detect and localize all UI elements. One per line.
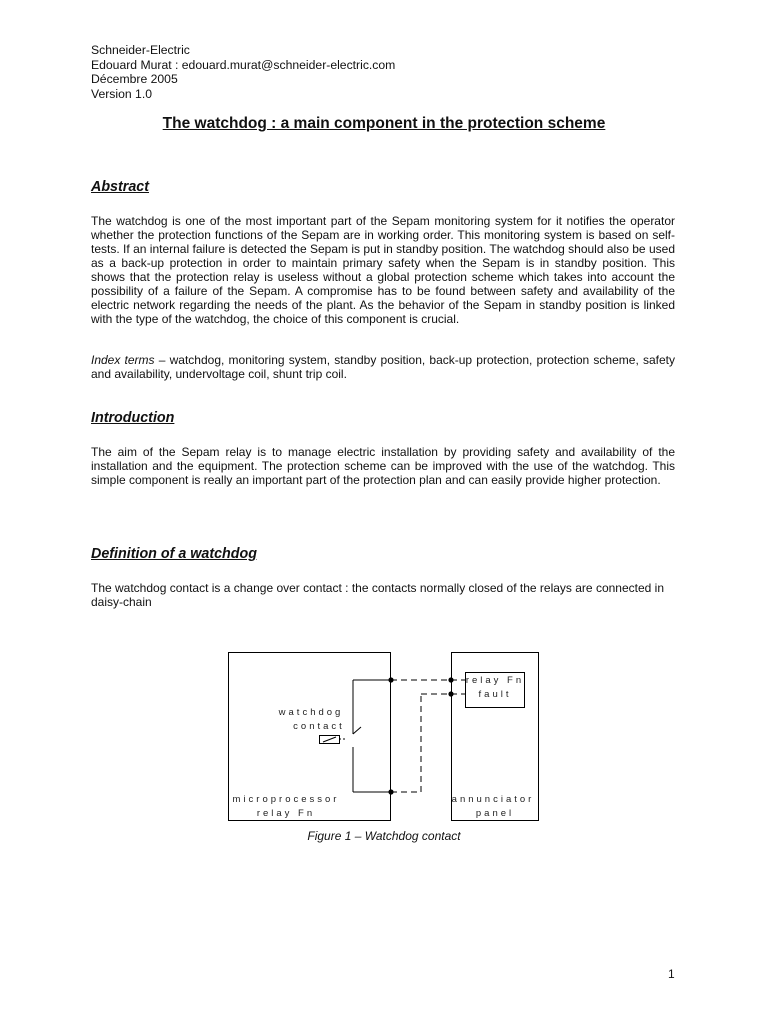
definition-paragraph: The watchdog contact is a change over contact : the contacts normally closed of the relays are connected in daisy-chain <box>91 581 664 609</box>
microprocessor-label-line2: relay Fn <box>256 808 316 819</box>
watchdog-diagram <box>228 652 542 824</box>
watchdog-label-line1: watchdog <box>278 707 344 718</box>
relay-fault-label-line1: relay Fn <box>465 675 525 686</box>
definition-heading: Definition of a watchdog <box>91 546 257 562</box>
date-line: Décembre 2005 <box>91 72 178 86</box>
watchdog-figure <box>228 652 542 827</box>
introduction-paragraph: The aim of the Sepam relay is to manage electric installation by providing safety and availability of the installation and the equipment. The protection scheme can be improved with the use of the watchdog. This simple component is really an important part of the protection plan and can easily provide higher protection. <box>91 445 675 487</box>
company-name: Schneider-Electric <box>91 43 190 57</box>
microprocessor-label-line1: microprocessor <box>232 794 340 805</box>
relay-fault-label-line2: fault <box>478 689 512 700</box>
annunciator-label-line2: panel <box>475 808 515 819</box>
watchdog-label-line2: contact <box>293 721 345 732</box>
page-number: 1 <box>668 967 675 981</box>
version-line: Version 1.0 <box>91 86 152 101</box>
document-title: The watchdog : a main component in the protection scheme <box>162 115 606 132</box>
document-header <box>91 43 395 101</box>
switch-blade <box>353 727 361 734</box>
author-line: Edouard Murat : edouard.murat@schneider-electric.com <box>91 57 396 72</box>
abstract-heading: Abstract <box>91 179 149 195</box>
introduction-heading: Introduction <box>91 410 175 426</box>
abstract-paragraph: The watchdog is one of the most important part of the Sepam monitoring system for it notifies the operator whether the protection functions of the Sepam are in working order. This monitoring system is based on self-tests. If an internal failure is detected the Sepam is put in standby position. The watchdog should also be used as a back-up protection in order to maintain primary safety when the Sepam is in standby position. This shows that the protection relay is useless without a global protection scheme which takes into account the possibility of a failure of the Sepam. A compromise has to be found between safety and availability of the electric network regarding the needs of the plant. As the behavior of the Sepam in standby position is linked with the type of the watchdog, the choice of this component is crucial. <box>91 214 675 326</box>
figure-caption: Figure 1 – Watchdog contact <box>307 829 461 843</box>
annunciator-label-line1: annunciator <box>451 794 535 805</box>
index-terms-paragraph <box>91 353 675 381</box>
index-terms-label: Index terms <box>91 353 155 367</box>
index-terms-text: – watchdog, monitoring system, standby position, back-up protection, protection scheme, safety and availability, undervoltage coil, shunt trip coil. <box>91 353 675 381</box>
